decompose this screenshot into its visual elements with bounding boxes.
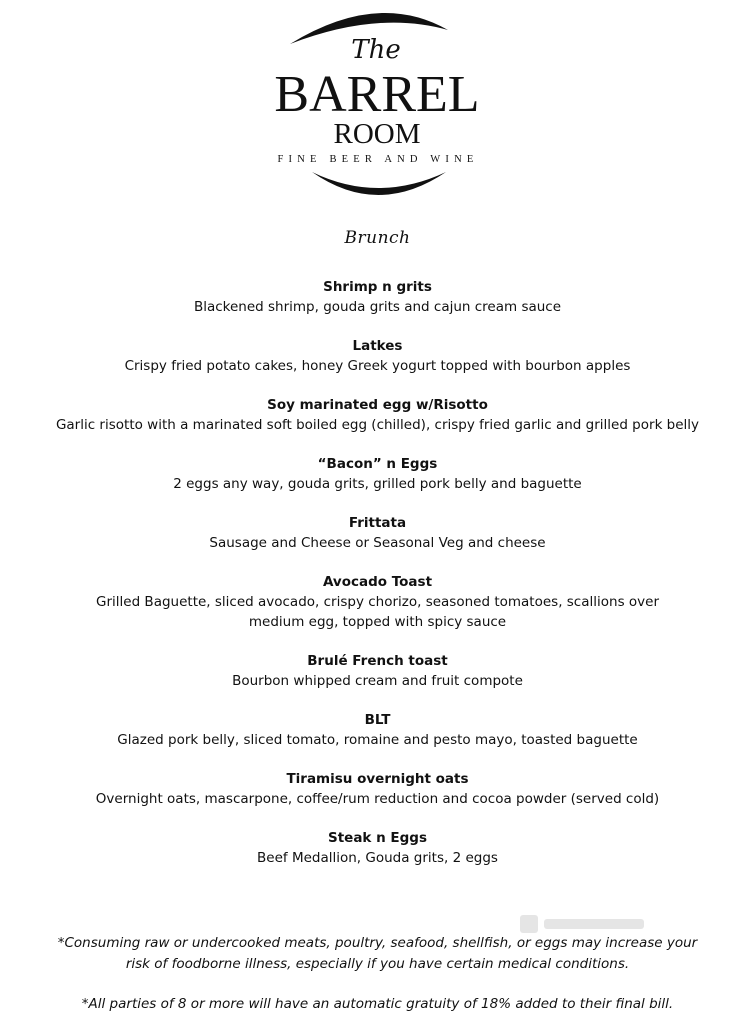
item-name: Avocado Toast <box>322 574 433 590</box>
menu-item <box>0 395 755 435</box>
item-name: Steak n Eggs <box>327 830 427 846</box>
raw-food-warning: *Consuming raw or undercooked meats, poultry, seafood, shellfish, or eggs may increase your risk of foodborne illness, especially if you have certain medical conditions. <box>57 935 698 972</box>
logo-room: ROOM <box>333 118 421 150</box>
item-name: Brulé French toast <box>307 653 448 669</box>
item-name: Shrimp n grits <box>323 279 432 295</box>
menu-item <box>0 769 755 809</box>
item-description: Bourbon whipped cream and fruit compote <box>232 673 523 689</box>
item-description: Blackened shrimp, gouda grits and cajun cream sauce <box>193 299 562 315</box>
item-name: BLT <box>364 712 391 728</box>
menu-item <box>0 277 755 317</box>
item-description: Grilled Baguette, sliced avocado, crispy chorizo, seasoned tomatoes, scallions over medium egg, topped with spicy sauce <box>96 594 659 630</box>
menu-item <box>0 454 755 494</box>
menu-item <box>0 572 755 632</box>
restaurant-logo <box>0 0 755 210</box>
menu-item <box>0 710 755 750</box>
item-description: Garlic risotto with a marinated soft boiled egg (chilled), crispy fried garlic and grilled pork belly <box>55 417 700 433</box>
section-title: Brunch <box>344 228 411 248</box>
menu-item <box>0 651 755 691</box>
item-name: Latkes <box>352 338 403 354</box>
menu-item <box>0 513 755 553</box>
item-description: Overnight oats, mascarpone, coffee/rum reduction and cocoa powder (served cold) <box>95 791 660 807</box>
logo-name: BARREL <box>274 66 480 123</box>
item-name: “Bacon” n Eggs <box>317 456 438 472</box>
item-name: Tiramisu overnight oats <box>286 771 469 787</box>
logo-tagline: FINE BEER AND WINE <box>277 154 479 165</box>
menu-list <box>0 277 755 887</box>
item-name: Frittata <box>348 515 407 531</box>
item-name: Soy marinated egg w/Risotto <box>267 397 488 413</box>
logo-bottom-arc <box>312 172 446 195</box>
item-description: Beef Medallion, Gouda grits, 2 eggs <box>257 850 498 866</box>
item-description: Glazed pork belly, sliced tomato, romaine and pesto mayo, toasted baguette <box>117 732 638 748</box>
logo-the: The <box>351 35 401 65</box>
menu-item <box>0 828 755 868</box>
item-description: Sausage and Cheese or Seasonal Veg and cheese <box>209 535 546 551</box>
item-description: 2 eggs any way, gouda grits, grilled pork belly and baguette <box>173 476 582 492</box>
item-description: Crispy fried potato cakes, honey Greek yogurt topped with bourbon apples <box>124 358 631 374</box>
gratuity-note: *All parties of 8 or more will have an automatic gratuity of 18% added to their final bill. <box>81 996 674 1012</box>
menu-item <box>0 336 755 376</box>
